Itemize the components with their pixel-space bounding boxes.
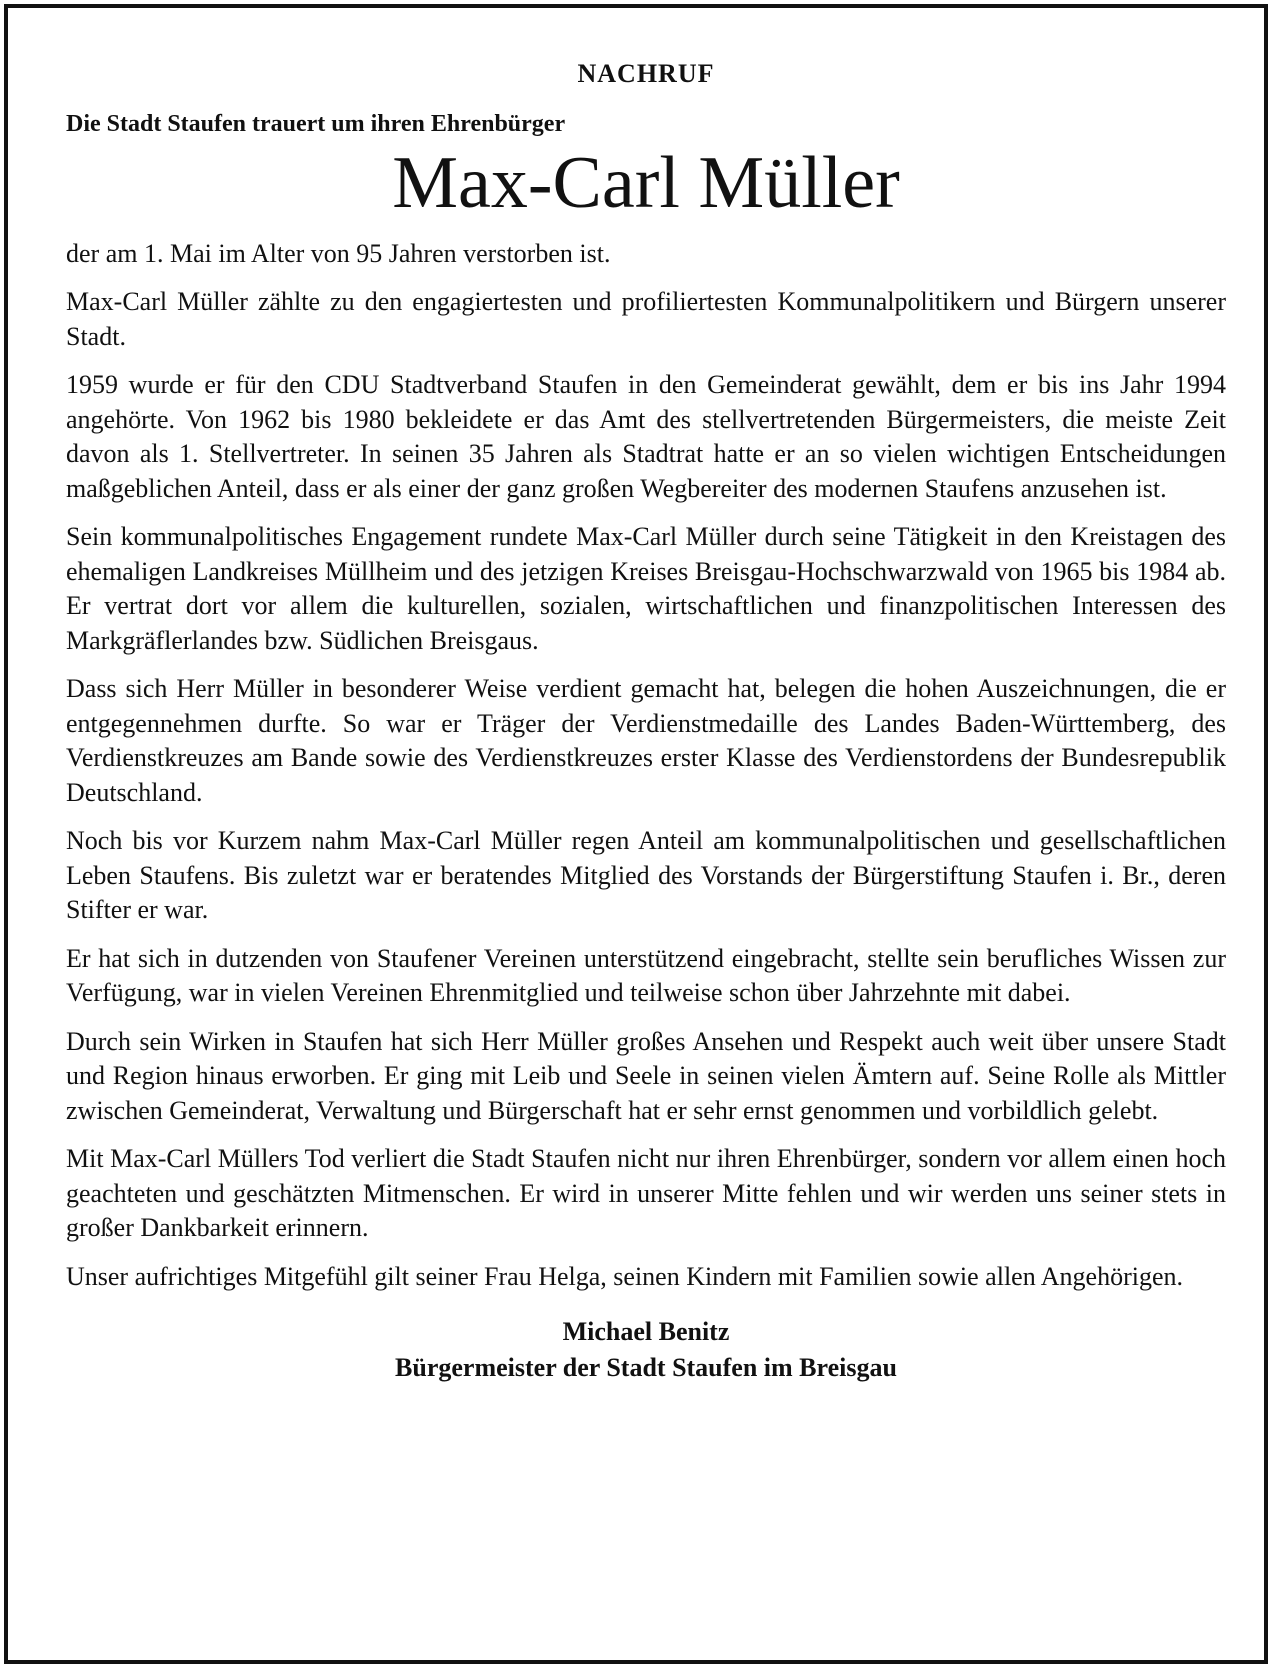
paragraph-council: 1959 wurde er für den CDU Stadtverband Staufen in den Gemeinderat gewählt, dem er bis ins Jahr 1994 angehörte. Von 1962 bis 1980 bekleidete er das Amt des stellvertretenden Bürgermeisters, die meiste Zeit davon als 1. Stellvertreter. In seinen 35 Jahren als Stadtrat hatte er an so vielen wichtigen Entscheidungen maßgeblichen Anteil, dass er als einer der ganz großen Wegbereiter des modernen Staufens anzusehen ist.: [66, 370, 1226, 503]
deceased-name: Max-Carl Müller: [392, 142, 900, 225]
notice-intro: Die Stadt Staufen trauert um ihren Ehrenbürger: [66, 111, 566, 138]
signature-name: Michael Benitz: [562, 1317, 730, 1347]
paragraph-reputation: Durch sein Wirken in Staufen hat sich Herr Müller großes Ansehen und Respekt auch weit über unsere Stadt und Region hinaus erworben. Er ging mit Leib und Seele in seinen vielen Ämtern auf. Seine Rolle als Mittler zwischen Gemeinderat, Verwaltung und Bürgerschaft hat er sehr ernst genommen und vorbildlich gelebt.: [66, 1026, 1226, 1125]
notice-heading: NACHRUF: [577, 59, 715, 88]
paragraph-loss: Mit Max-Carl Müllers Tod verliert die Stadt Staufen nicht nur ihren Ehrenbürger, sondern vor allem einen hoch geachteten und geschätzten Mitmenschen. Er wird in unserer Mitte fehlen und wir werden uns seiner stets in großer Dankbarkeit erinnern.: [66, 1144, 1226, 1243]
notice-content: [66, 58, 1226, 1386]
paragraph-district: Sein kommunalpolitisches Engagement rundete Max-Carl Müller durch seine Tätigkeit in den Kreistagen des ehemaligen Landkreises Müllheim und des jetzigen Kreises Breisgau-Hochschwarzwald von 1965 bis 1984 ab. Er vertrat dort vor allem die kulturellen, sozialen, wirtschaftlichen und finanzpolitischen Interessen des Markgräflerlandes bzw. Südlichen Breisgaus.: [66, 522, 1226, 655]
notice-border: [4, 4, 1268, 1664]
paragraph-foundation: Noch bis vor Kurzem nahm Max-Carl Müller regen Anteil am kommunalpolitischen und gesellschaftlichen Leben Staufens. Bis zuletzt war er beratendes Mitglied des Vorstands der Bürgerstiftung Staufen i. Br., deren Stifter er war.: [66, 826, 1226, 925]
paragraph-associations: Er hat sich in dutzenden von Staufener Vereinen unterstützend eingebracht, stellte sein berufliches Wissen zur Verfügung, war in vielen Vereinen Ehrenmitglied und teilweise schon über Jahrzehnte mit dabei.: [66, 943, 1226, 1008]
signature-block: [66, 1314, 1226, 1386]
signature-title: Bürgermeister der Stadt Staufen im Breisgau: [395, 1353, 897, 1383]
paragraph-awards: Dass sich Herr Müller in besonderer Weise verdient gemacht hat, belegen die hohen Auszeichnungen, die er entgegennehmen durfte. So war er Träger der Verdienstmedaille des Landes Baden-Württemberg, des Verdienstkreuzes am Bande sowie des Verdienstkreuzes erster Klasse des Verdienstordens der Bundesrepublik Deutschland.: [66, 674, 1226, 807]
paragraph-death-info: der am 1. Mai im Alter von 95 Jahren verstorben ist.: [66, 238, 611, 268]
paragraph-condolences: Unser aufrichtiges Mitgefühl gilt seiner Frau Helga, seinen Kindern mit Familien sowie allen Angehörigen.: [66, 1261, 1184, 1291]
paragraph-intro: Max-Carl Müller zählte zu den engagiertesten und profiliertesten Kommunalpolitikern und Bürgern unserer Stadt.: [66, 287, 1226, 351]
